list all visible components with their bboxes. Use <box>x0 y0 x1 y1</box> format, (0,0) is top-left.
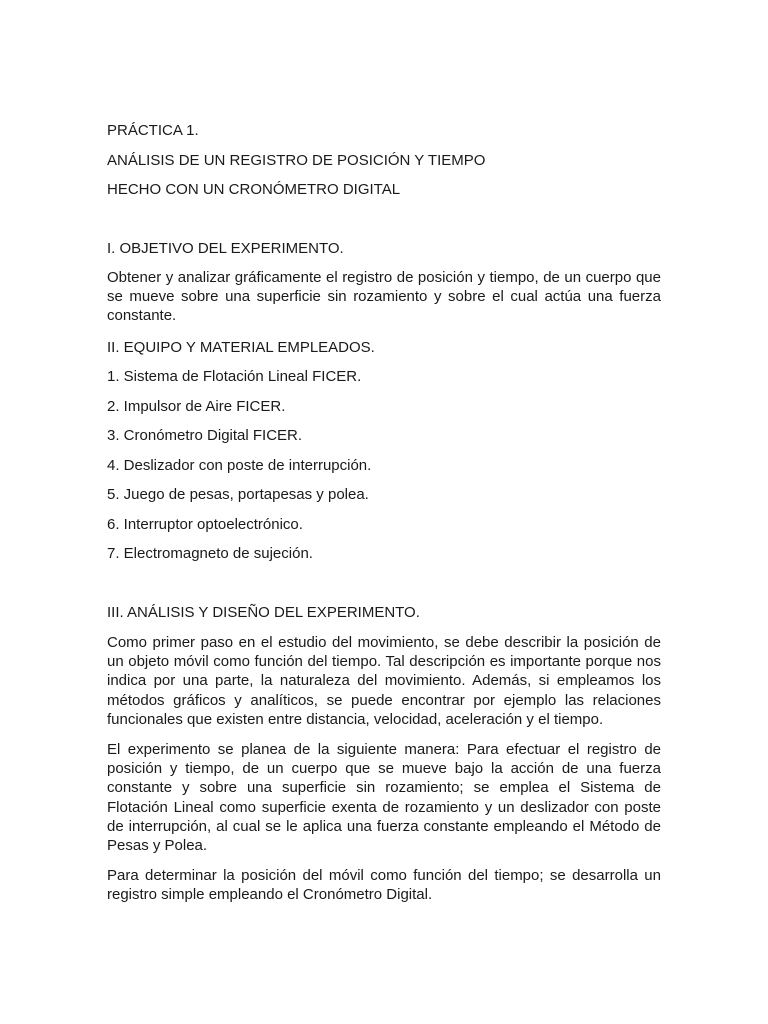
section-3-heading: III. ANÁLISIS Y DISEÑO DEL EXPERIMENTO. <box>107 604 420 621</box>
section-1-body: Obtener y analizar gráficamente el registro de posición y tiempo, de un cuerpo que se mueve sobre una superficie sin rozamiento y sobre el cual actúa una fuerza constante. <box>107 269 661 325</box>
section-2-heading: II. EQUIPO Y MATERIAL EMPLEADOS. <box>107 339 375 356</box>
equipment-item-1: 1. Sistema de Flotación Lineal FICER. <box>107 368 362 385</box>
practice-number: PRÁCTICA 1. <box>107 122 199 139</box>
equipment-item-5: 5. Juego de pesas, portapesas y polea. <box>107 486 369 503</box>
section-1-heading: I. OBJETIVO DEL EXPERIMENTO. <box>107 240 344 257</box>
section-3-paragraph-2: El experimento se planea de la siguiente manera: Para efectuar el registro de posición y tiempo, de un cuerpo que se mueve bajo la acción de una fuerza constante y sobre una superficie sin rozamiento; se emplea el Sistema de Flotación Lineal como superficie exenta de rozamiento y un deslizador con poste de interrupción, al cual se le aplica una fuerza constante empleando el Método de Pesas y Polea. <box>107 741 661 855</box>
title-line-2: HECHO CON UN CRONÓMETRO DIGITAL <box>107 181 401 198</box>
document-page <box>107 0 661 1024</box>
section-3-paragraph-3: Para determinar la posición del móvil como función del tiempo; se desarrolla un registro simple empleando el Cronómetro Digital. <box>107 867 661 904</box>
equipment-item-4: 4. Deslizador con poste de interrupción. <box>107 457 372 474</box>
title-line-1: ANÁLISIS DE UN REGISTRO DE POSICIÓN Y TIEMPO <box>107 152 486 169</box>
equipment-item-6: 6. Interruptor optoelectrónico. <box>107 516 303 533</box>
equipment-item-7: 7. Electromagneto de sujeción. <box>107 545 313 562</box>
equipment-item-3: 3. Cronómetro Digital FICER. <box>107 427 303 444</box>
equipment-item-2: 2. Impulsor de Aire FICER. <box>107 398 286 415</box>
section-3-paragraph-1: Como primer paso en el estudio del movimiento, se debe describir la posición de un objeto móvil como función del tiempo. Tal descripción es importante porque nos indica por una parte, la naturaleza del movimiento. Además, si empleamos los métodos gráficos y analíticos, se puede encontrar por ejemplo las relaciones funcionales que existen entre distancia, velocidad, aceleración y el tiempo. <box>107 634 661 728</box>
